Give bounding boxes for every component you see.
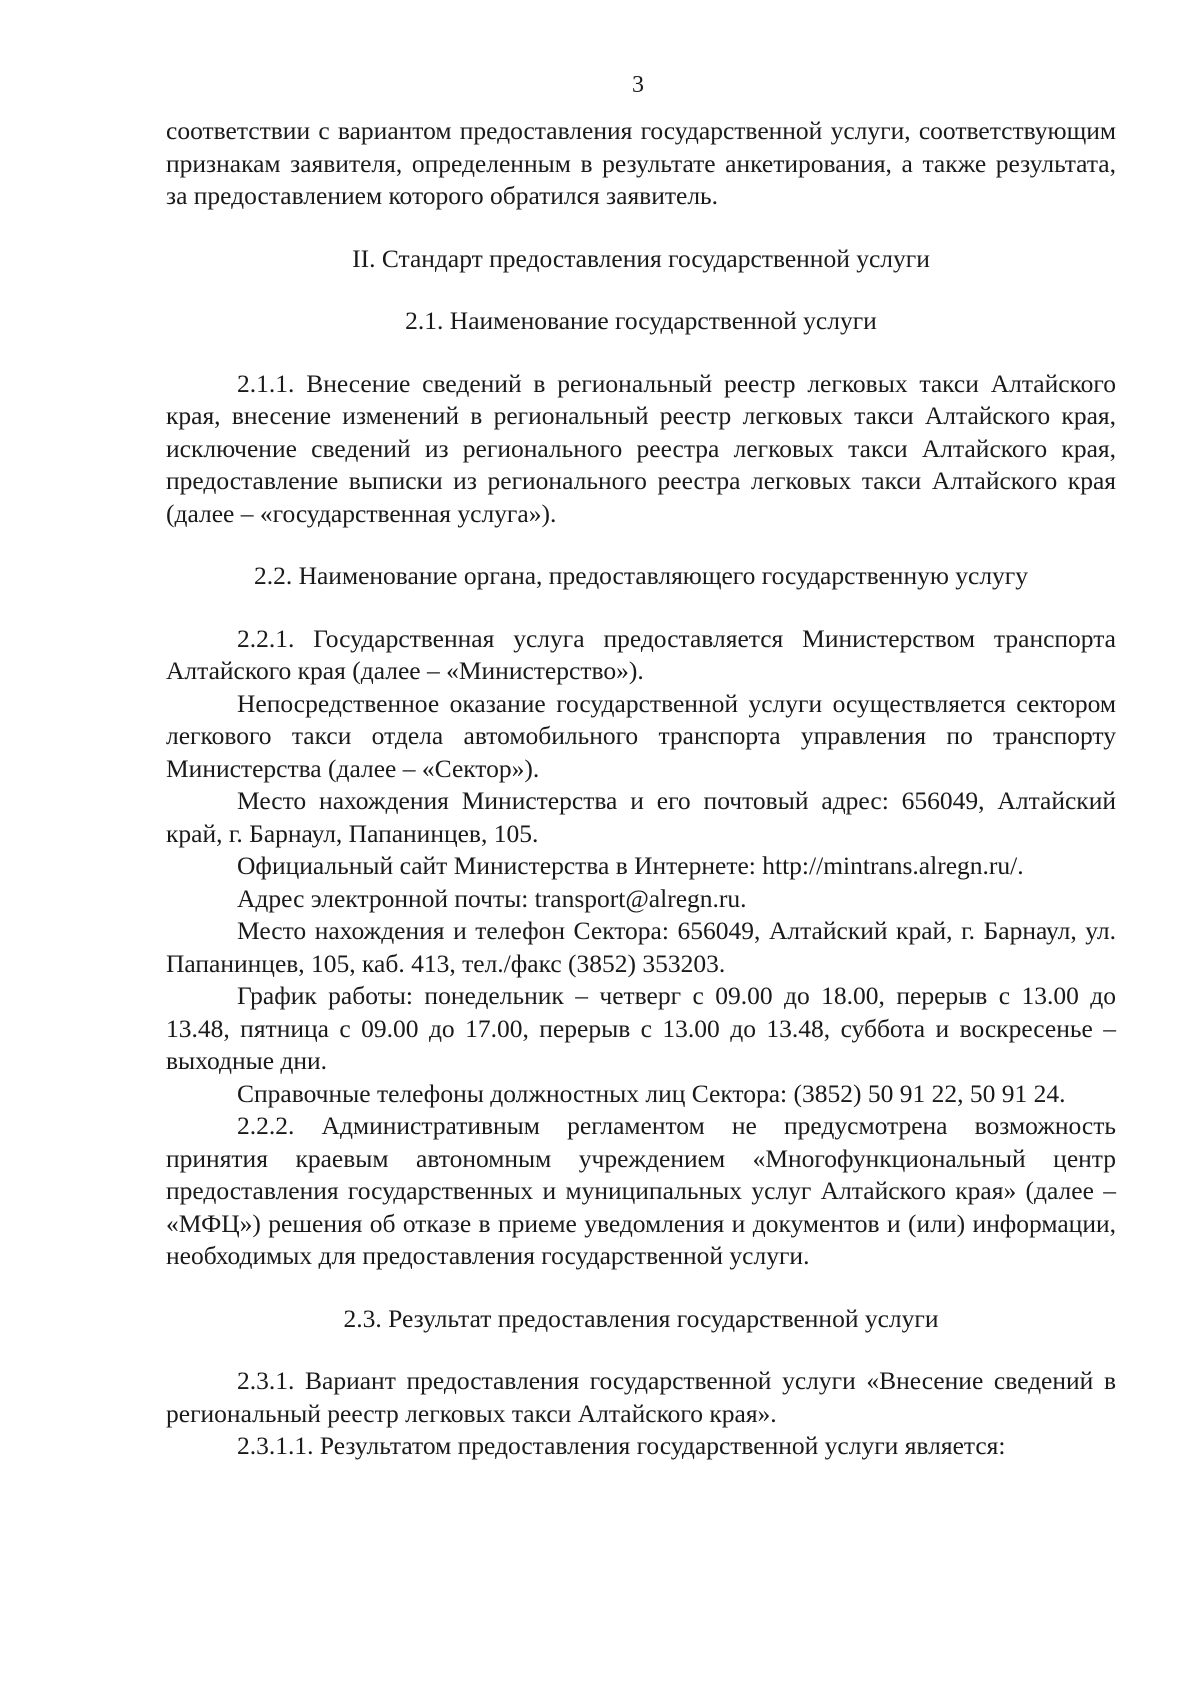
paragraph-2-3-1-1: 2.3.1.1. Результатом предоставления государственной услуги является:	[237, 1431, 1006, 1460]
paragraph-2-2-1: 2.2.1. Государственная услуга предоставляется Министерством транспорта Алтайского края (далее – «Министерство»).	[166, 623, 1116, 685]
paragraph-direct-provision: Непосредственное оказание государственной услуги осуществляется сектором легкового такси отдела автомобильного транспорта управления по транспорту Министерства (далее – «Сектор»).	[166, 688, 1116, 783]
subsection-heading-2-3: 2.3. Результат предоставления государственной услуги	[343, 1303, 939, 1333]
paragraph-sector-address: Место нахождения и телефон Сектора: 656049, Алтайский край, г. Барнаул, ул. Папанинцев, 105, каб. 413, тел./факс (3852) 353203.	[166, 916, 1116, 978]
paragraph-2-1-1: 2.1.1. Внесение сведений в региональный реестр легковых такси Алтайского края, внесение изменений в региональный реестр легковых такси Алтайского края, исключение сведений из регионального реестра легковых такси Алтайского края, предоставление выписки из регионального реестра легковых такси Алтайского края (далее – «государственная услуга»).	[166, 368, 1116, 528]
paragraph-schedule: График работы: понедельник – четверг с 09.00 до 18.00, перерыв с 13.00 до 13.48, пятница с 09.00 до 17.00, перерыв с 13.00 до 13.48, суббота и воскресенье – выходные дни.	[166, 981, 1116, 1075]
document-body	[166, 115, 1116, 1463]
paragraph-intro: соответствии с вариантом предоставления государственной услуги, соответствующим признакам заявителя, определенным в результате анкетирования, а также результата, за предоставлением которого обратился заявитель.	[166, 116, 1116, 210]
page-number: 3	[632, 72, 644, 98]
paragraph-2-3-1: 2.3.1. Вариант предоставления государственной услуги «Внесение сведений в региональный реестр легковых такси Алтайского края».	[166, 1366, 1116, 1428]
paragraph-phones: Справочные телефоны должностных лиц Сектора: (3852) 50 91 22, 50 91 24.	[237, 1078, 1066, 1108]
subsection-heading-2-1: 2.1. Наименование государственной услуги	[405, 306, 877, 335]
subsection-heading-2-2: 2.2. Наименование органа, предоставляющего государственную услугу	[253, 561, 1029, 590]
section-heading-2: II. Стандарт предоставления государственной услуги	[352, 243, 930, 273]
paragraph-email: Адрес электронной почты: transport@alregn.ru.	[237, 883, 747, 913]
paragraph-ministry-address: Место нахождения Министерства и его почтовый адрес: 656049, Алтайский край, г. Барнаул, Папанинцев, 105.	[166, 786, 1116, 848]
paragraph-2-2-2: 2.2.2. Административным регламентом не предусмотрена возможность принятия краевым автономным учреждением «Многофункциональный центр предоставления государственных и муниципальных услуг Алтайского края» (далее – «МФЦ») решения об отказе в приеме уведомления и документов и (или) информации, необходимых для предоставления государственной услуги.	[166, 1111, 1116, 1270]
paragraph-website: Официальный сайт Министерства в Интернете: http://mintrans.alregn.ru/.	[237, 851, 1024, 880]
